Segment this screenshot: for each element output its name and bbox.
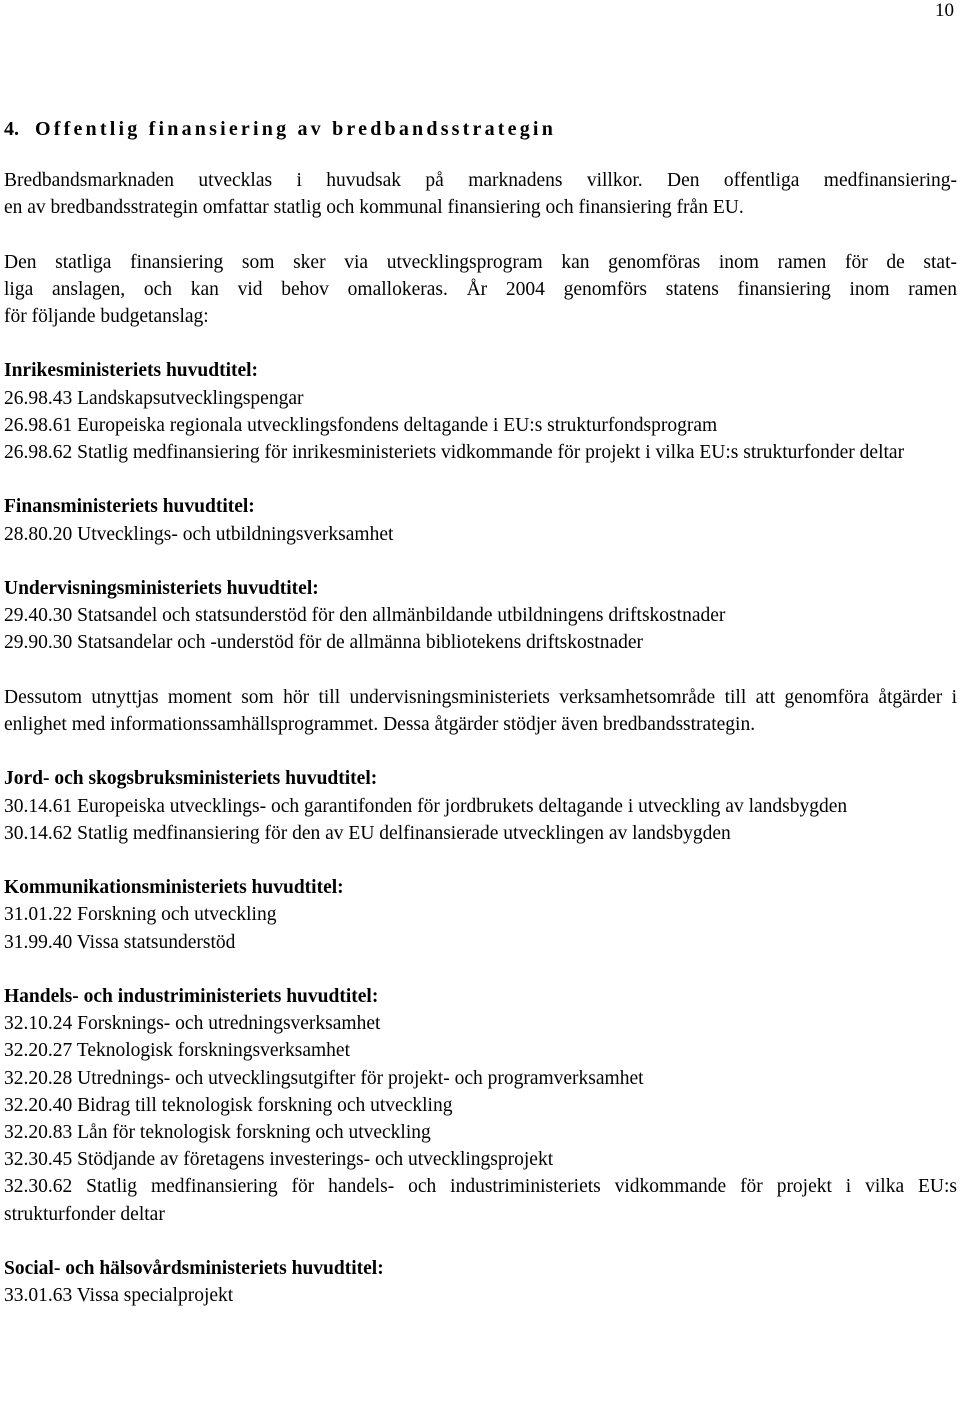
section-heading [4, 118, 556, 141]
budget-item: 32.30.62 Statlig medfinansiering för handels- och industriministeriets vidkommande för projekt i vilka EU:s strukturfonder deltar [4, 1176, 957, 1225]
section-title: Kommunikationsministeriets huvudtitel: [4, 877, 344, 899]
budget-item: 29.40.30 Statsandel och statsunderstöd för den allmänbildande utbildningens driftskostnader [4, 605, 726, 627]
text-line: en av bredbandsstrategin omfattar statlig och kommunal finansiering och finansiering från EU. [4, 197, 744, 219]
budget-item: 31.01.22 Forskning och utveckling [4, 904, 277, 926]
budget-item: 32.20.40 Bidrag till teknologisk forskning och utveckling [4, 1094, 453, 1116]
section-title: Inrikesministeriets huvudtitel: [4, 360, 259, 382]
budget-item: 29.90.30 Statsandelar och -understöd för de allmänna bibliotekens driftskostnader [4, 632, 644, 654]
paragraph [4, 249, 957, 331]
budget-item: 32.20.28 Utrednings- och utvecklingsutgifter för projekt- och programverksamhet [4, 1067, 644, 1089]
budget-section [4, 765, 957, 847]
budget-item: 26.98.61 Europeiska regionala utvecklingsfondens deltagande i EU:s strukturfondsprogram [4, 414, 718, 436]
page-number: 10 [935, 0, 954, 21]
budget-section [4, 357, 957, 466]
text-line: Bredbandsmarknaden utvecklas i huvudsak på marknadens villkor. Den offentliga medfinansiering- [4, 170, 957, 191]
section-title: Undervisningsministeriets huvudtitel: [4, 577, 319, 599]
section-title: Finansministeriets huvudtitel: [4, 496, 255, 518]
budget-item: 26.98.62 Statlig medfinansiering för inrikesministeriets vidkommande för projekt i vilka EU:s strukturfonder deltar [4, 442, 905, 463]
budget-item: 32.10.24 Forsknings- och utredningsverksamhet [4, 1013, 381, 1035]
budget-item: 31.99.40 Vissa statsunderstöd [4, 931, 236, 953]
budget-item: 33.01.63 Vissa specialprojekt [4, 1285, 234, 1307]
budget-item: 32.20.27 Teknologisk forskningsverksamhet [4, 1040, 350, 1062]
text-line: Den statliga finansiering som sker via utvecklingsprogram kan genomföras inom ramen för de stat- [4, 251, 957, 273]
paragraph [4, 167, 957, 221]
budget-item: 30.14.61 Europeiska utvecklings- och garantifonden för jordbrukets deltagande i utveckling av landsbygden [4, 795, 848, 817]
section-title: Social- och hälsovårdsministeriets huvudtitel: [4, 1257, 384, 1279]
text-line: liga anslagen, och kan vid behov omallokeras. År 2004 genomförs statens finansiering inom ramen [4, 278, 957, 300]
section-title: Handels- och industriministeriets huvudtitel: [4, 985, 379, 1007]
budget-item: 32.30.45 Stödjande av företagens investerings- och utvecklingsprojekt [4, 1149, 554, 1171]
budget-item: 30.14.62 Statlig medfinansiering för den av EU delfinansierade utvecklingen av landsbygden [4, 822, 731, 844]
budget-item: 26.98.43 Landskapsutvecklingspengar [4, 387, 304, 409]
budget-section [4, 874, 957, 956]
text-line: för följande budgetanslag: [4, 306, 209, 327]
paragraph: Dessutom utnyttjas moment som hör till undervisningsministeriets verksamhetsområde till att genomföra åtgärder i enlighet med informationssamhällsprogrammet. Dessa åtgärder stödjer även bredbandsstrategin. [4, 686, 957, 735]
budget-section [4, 575, 957, 657]
budget-section [4, 983, 957, 1228]
section-number: 4. [4, 118, 19, 140]
budget-item: 32.20.83 Lån för teknologisk forskning och utveckling [4, 1121, 431, 1143]
budget-section [4, 1255, 957, 1309]
section-title: Offentlig finansiering av bredbandsstrategin [35, 118, 557, 140]
budget-section [4, 493, 957, 547]
section-title: Jord- och skogsbruksministeriets huvudtitel: [4, 768, 378, 790]
budget-item: 28.80.20 Utvecklings- och utbildningsverksamhet [4, 523, 394, 545]
document-body [4, 167, 957, 1337]
